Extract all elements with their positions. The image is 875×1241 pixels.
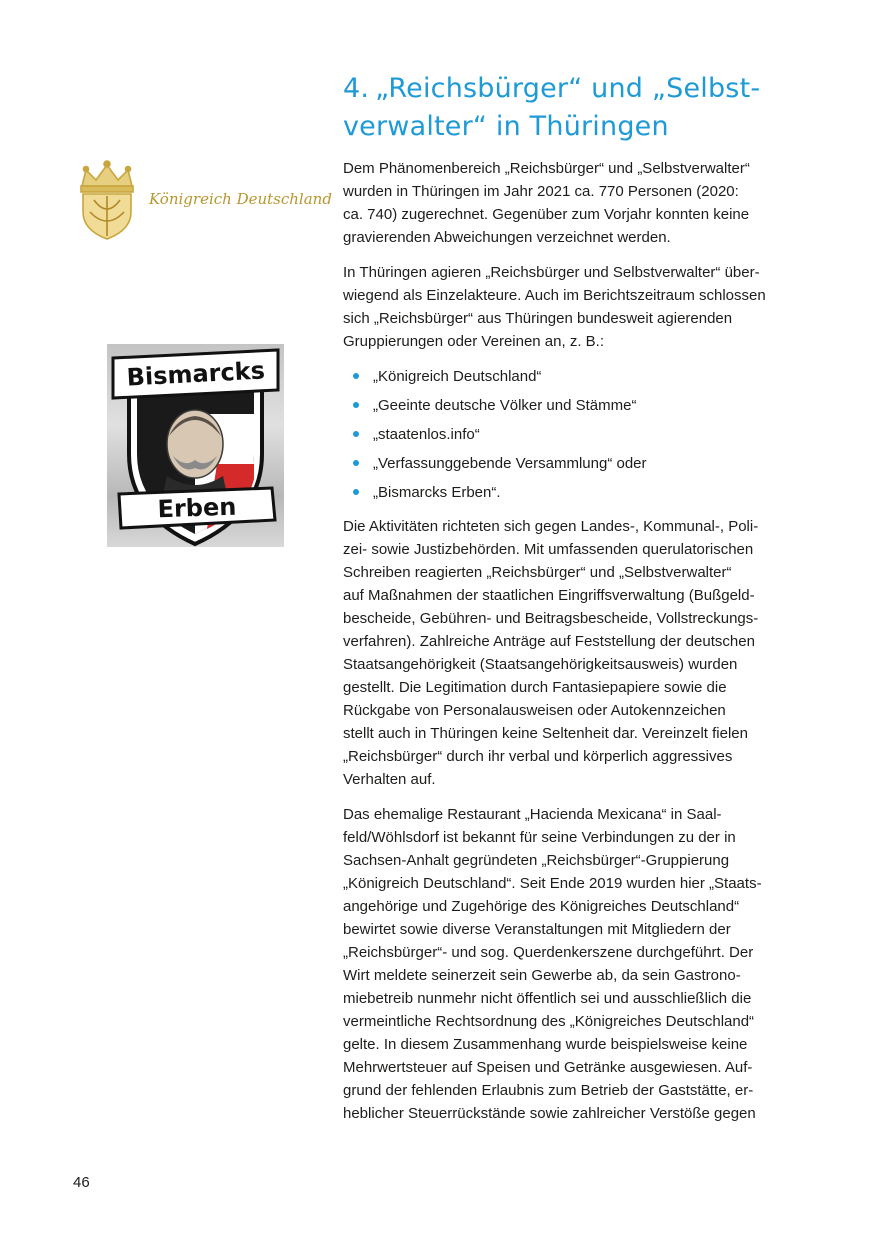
heading-line-1: 4. „Reichsbürger“ und „Selbst-: [343, 73, 761, 104]
bismarcks-erben-logo: [107, 344, 284, 547]
section-heading: [343, 70, 813, 146]
bullet-icon: [353, 402, 359, 408]
koenigreich-deutschland-logo: [72, 160, 332, 242]
page-number: 46: [73, 1174, 90, 1191]
list-item: „Verfassunggebende Versammlung“ oder: [373, 452, 813, 475]
list-item: „staatenlos.info“: [373, 423, 813, 446]
list-item: „Königreich Deutschland“: [373, 365, 813, 388]
bullet-icon: [353, 431, 359, 437]
koenigreich-logo-text: Königreich Deutschland: [149, 190, 332, 208]
body-text: [343, 157, 813, 1137]
bullet-icon: [353, 460, 359, 466]
paragraph-2: In Thüringen agieren „Reichsbürger und Selbstverwalter“ über- wiegend als Einzelakteure. Auch im Berichtszeitraum schlossen sich „Reichsbürger“ aus Thüringen bundesweit agierenden Gruppierungen oder Vereinen an, z. B.:: [343, 264, 766, 350]
portrait-shield-icon: [107, 344, 284, 547]
bismarck-logo-bottom-text: Erben: [157, 492, 237, 524]
group-list: [343, 365, 813, 504]
bullet-icon: [353, 489, 359, 495]
paragraph-3: Die Aktivitäten richteten sich gegen Landes-, Kommunal-, Poli- zei- sowie Justizbehörden. Mit umfassenden querulatorischen Schreiben reagierten „Reichsbürger“ und „Selbstverwalter“ auf Maßnahmen der staatlichen Eingriffsverwaltung (Bußgeld- bescheide, Gebühren- und Beitragsbescheide, Vollstreckungs- verfahren). Zahlreiche Anträge auf Feststellung der deutschen Staatsangehörigkeit (Staatsangehörigkeitsausweis) wurden gestellt. Die Legitimation durch Fantasiepapiere sowie die Rückgabe von Personalausweisen oder Autokennzeichen stellt auch in Thüringen keine Seltenheit dar. Vereinzelt fielen „Reichsbürger“ durch ihr verbal und körperlich aggressives Verhalten auf.: [343, 518, 759, 788]
list-item: „Bismarcks Erben“.: [373, 481, 813, 504]
list-item: „Geeinte deutsche Völker und Stämme“: [373, 394, 813, 417]
bullet-icon: [353, 373, 359, 379]
crown-shield-icon: [72, 160, 142, 242]
paragraph-1: Dem Phänomenbereich „Reichsbürger“ und „Selbstverwalter“ wurden in Thüringen im Jahr 2021 ca. 770 Personen (2020: ca. 740) zugerechnet. Gegenüber zum Vorjahr konnten keine gravierenden Abweichungen verzeichnet werden.: [343, 160, 750, 246]
bismarck-logo-top-text: Bismarcks: [125, 356, 266, 392]
heading-line-2: verwalter“ in Thüringen: [343, 111, 669, 142]
section-number: 4.: [343, 73, 370, 104]
paragraph-4: Das ehemalige Restaurant „Hacienda Mexicana“ in Saal- feld/Wöhlsdorf ist bekannt für seine Verbindungen zu der in Sachsen-Anhalt gegründeten „Reichsbürger“-Gruppierung „Königreich Deutschland“. Seit Ende 2019 wurden hier „Staats- angehörige und Zugehörige des Königreiches Deutschland“ bewirtet sowie diverse Veranstaltungen mit Mitgliedern der „Reichsbürger“- und sog. Querdenkerszene durchgeführt. Der Wirt meldete seinerzeit sein Gewerbe ab, da sein Gastrono- miebetreib nunmehr nicht öffentlich sei und ausschließlich die vermeintliche Rechtsordnung des „Königreiches Deutschland“ gelte. In diesem Zusammenhang wurde beispielsweise keine Mehrwertsteuer auf Speisen und Getränke ausgewiesen. Auf- grund der fehlenden Erlaubnis zum Betrieb der Gaststätte, er- heblicher Steuerrückstände sowie zahlreicher Verstöße gegen: [343, 806, 762, 1122]
